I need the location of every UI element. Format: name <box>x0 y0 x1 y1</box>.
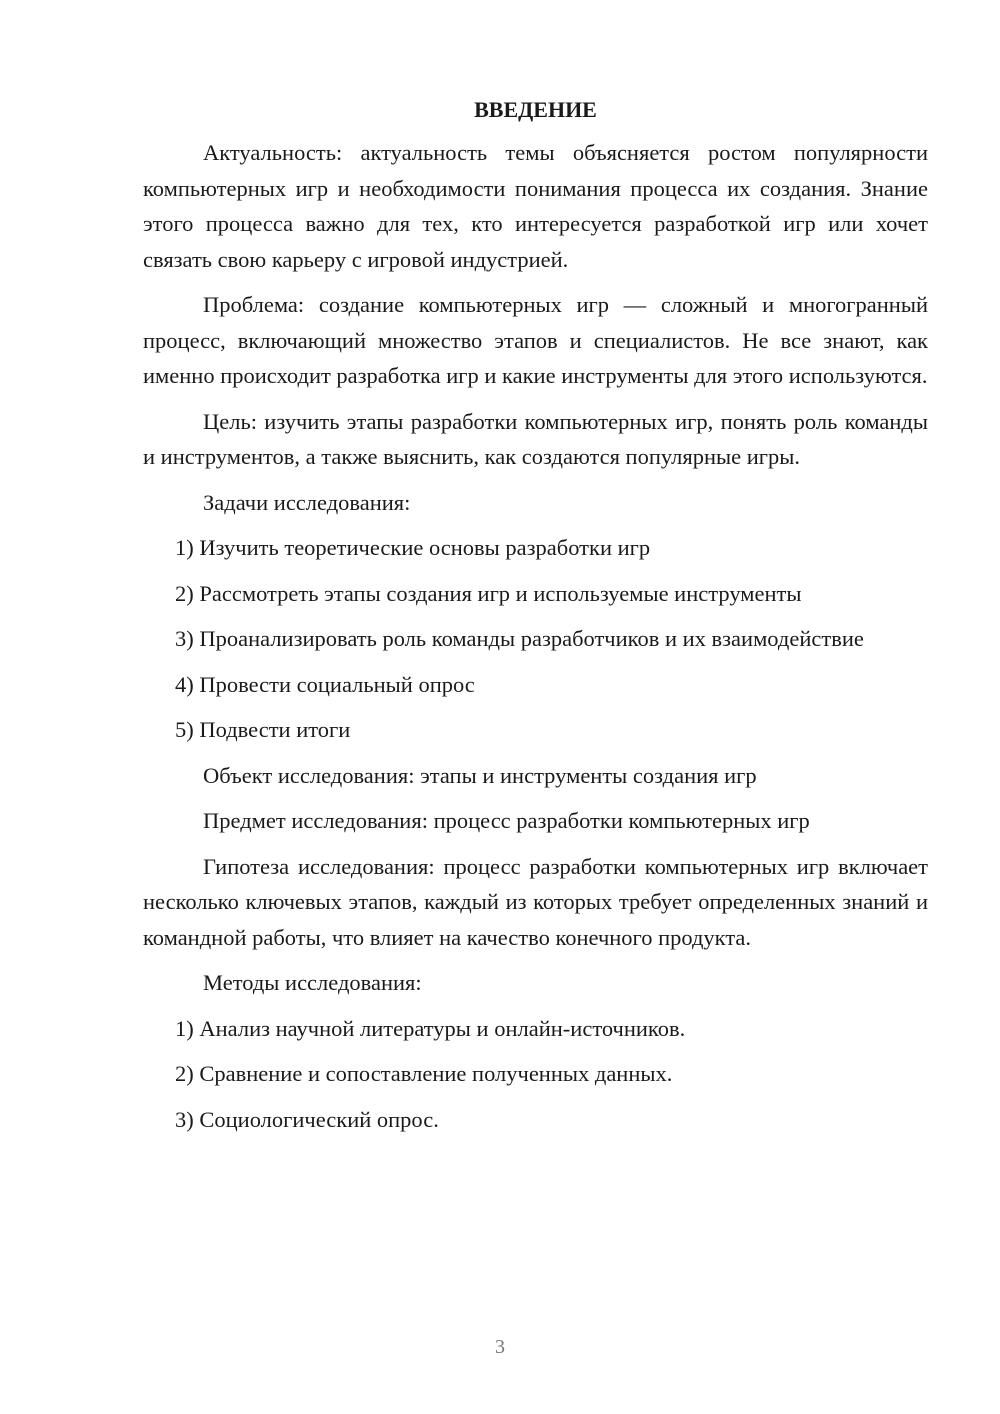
task-item: 2) Рассмотреть этапы создания игр и используемые инструменты <box>175 580 802 606</box>
task-item: 1) Изучить теоретические основы разработки игр <box>175 535 651 560</box>
tasks-heading: Задачи исследования: <box>203 489 411 515</box>
goal-paragraph: Цель: изучить этапы разработки компьютерных игр, понять роль команды и инструментов, а также выяснить, как создаются популярные игры. <box>143 408 928 469</box>
relevance-paragraph: Актуальность: актуальность темы объясняется ростом популярности компьютерных игр и необходимости понимания процесса их создания. Знание этого процесса важно для тех, кто интересуется разработкой игр или хочет связать свою карьеру с игровой индустрией. <box>143 140 928 272</box>
task-item: 3) Проанализировать роль команды разработчиков и их взаимодействие <box>175 626 864 651</box>
subject-paragraph: Предмет исследования: процесс разработки компьютерных игр <box>203 808 810 833</box>
hypothesis-paragraph: Гипотеза исследования: процесс разработки компьютерных игр включает несколько ключевых этапов, каждый из которых требует определенных знаний и командной работы, что влияет на качество конечного продукта. <box>143 853 928 950</box>
task-item: 5) Подвести итоги <box>175 717 351 742</box>
problem-paragraph: Проблема: создание компьютерных игр — сложный и многогранный процесс, включающий множество этапов и специалистов. Не все знают, как именно происходит разработка игр и какие инструменты для этого используются. <box>143 292 928 388</box>
page-title: ВВЕДЕНИЕ <box>474 97 597 122</box>
page-number: 3 <box>495 1336 505 1358</box>
method-item: 1) Анализ научной литературы и онлайн-источников. <box>175 1015 686 1041</box>
page-content <box>143 95 928 1137</box>
method-item: 2) Сравнение и сопоставление полученных данных. <box>175 1061 673 1086</box>
task-item: 4) Провести социальный опрос <box>175 671 475 697</box>
object-paragraph: Объект исследования: этапы и инструменты создания игр <box>203 762 757 788</box>
methods-heading: Методы исследования: <box>203 970 422 995</box>
method-item: 3) Социологический опрос. <box>175 1106 439 1132</box>
